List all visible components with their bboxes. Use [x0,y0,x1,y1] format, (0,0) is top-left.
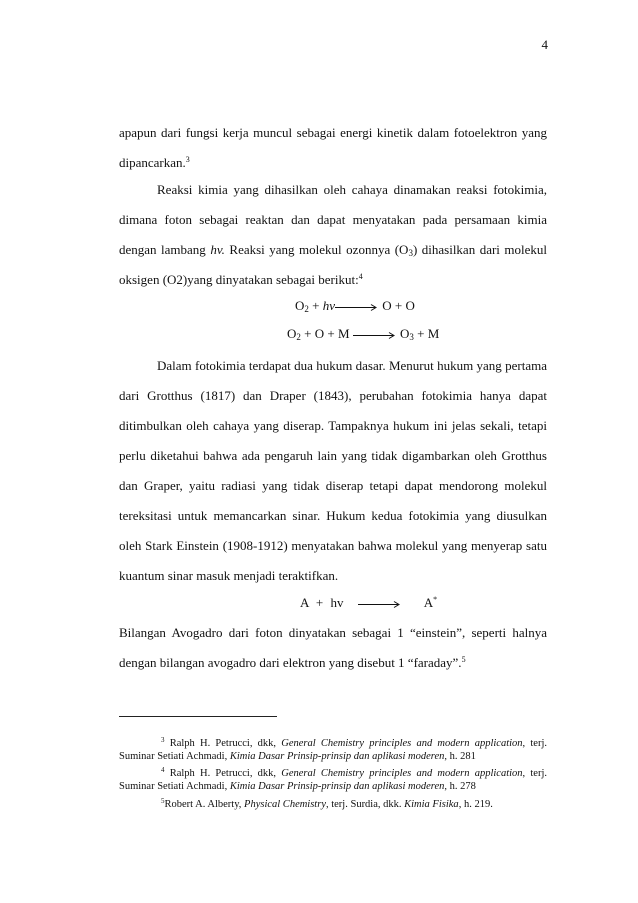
footnote-divider [119,716,277,717]
p1-line-1: apapun dari fungsi kerja muncul sebagai energi kinetik dalam fotoelektron yang [119,125,547,140]
footnote-ref-3: 3 [185,155,190,164]
p4-line-1: Bilangan Avogadro dari foton dinyatakan sebagai 1 “einstein”, seperti halnya [119,625,547,640]
equation-1: $O_2$ + hv O + O [295,298,415,314]
footnote-ref-4: 4 [358,272,363,281]
reaction-arrow-icon [358,600,402,609]
footnote-5 [119,798,547,811]
footnote-3 [119,737,547,763]
p2-line-2: dimana foton sebagai reaktan dan dapat menyatakan pada persamaan kimia [119,212,547,227]
footnote-3-line-2: Suminar Setiati Achmadi, Kimia Dasar Prinsip-prinsip dan aplikasi moderen, h. 281 [119,751,476,762]
equation-2: $O_2 + O + M$ $O_3 + M$ [287,326,440,342]
paragraph-3 [119,358,547,584]
p3-line-6: tereksitasi untuk memancarkan sinar. Hukum kedua fotokimia yang diusulkan [119,508,547,523]
p4-line-2: dengan bilangan avogadro dari elektron yang disebut 1 “faraday”.$^5$ [119,655,466,670]
equation-3: A + hv A* [300,595,438,610]
paragraph-4 [119,625,547,671]
p3-line-2: dari Grotthus (1817) dan Draper (1843), perubahan fotokimia hanya dapat [119,388,547,403]
p3-line-1: Dalam fotokimia terdapat dua hukum dasar. Menurut hukum yang pertama [157,358,547,373]
footnote-ref-5: 5 [461,655,466,664]
p2-line-3: dengan lambang hv. Reaksi yang molekul ozonnya $(O_3)$ dihasilkan dari molekul [119,242,548,258]
p1-line-2: dipancarkan.$^3$ [119,155,190,170]
paragraph-1 [119,125,547,171]
p3-line-3: ditimbulkan oleh cahaya yang diserap. Tampaknya hukum ini jelas sekali, tetapi [119,418,547,433]
p2-line-4: oksigen (O2)yang dinyatakan sebagai berikut:$^4$ [119,272,363,287]
footnote-5-line-1: $^5$Robert A. Alberty, Physical Chemistry, terj. Surdia, dkk. Kimia Fisika, h. 219. [161,797,493,810]
reaction-arrow-icon [353,331,397,340]
p3-line-4: perlu diketahui bahwa ada pengaruh lain yang tidak digambarkan oleh Grotthus [119,448,547,463]
p3-line-8: kuantum sinar masuk menjadi teraktifkan. [119,568,339,583]
hv-symbol: hv. [210,242,225,257]
p2-line-1: Reaksi kimia yang dihasilkan oleh cahaya dinamakan reaksi fotokimia, [157,182,547,197]
p3-line-7: oleh Stark Einstein (1908-1912) menyatakan bahwa molekul yang menyerap satu [119,538,547,553]
reaction-arrow-icon [335,303,379,312]
paragraph-2 [119,182,547,288]
footnote-4-line-1: $^4$ Ralph H. Petrucci, dkk, General Chemistry principles and modern application, terj. [161,766,547,779]
footnote-4 [119,767,547,793]
footnote-4-line-2: Suminar Setiati Achmadi, Kimia Dasar Prinsip-prinsip dan aplikasi moderen, h. 278 [119,781,476,792]
page-number: 4 [541,37,548,52]
p3-line-5: dan Graper, yaitu radiasi yang tidak diserap tetapi dapat mendorong molekul [119,478,547,493]
footnote-3-line-1: $^3$ Ralph H. Petrucci, dkk, General Chemistry principles and modern application, terj. [161,736,547,749]
